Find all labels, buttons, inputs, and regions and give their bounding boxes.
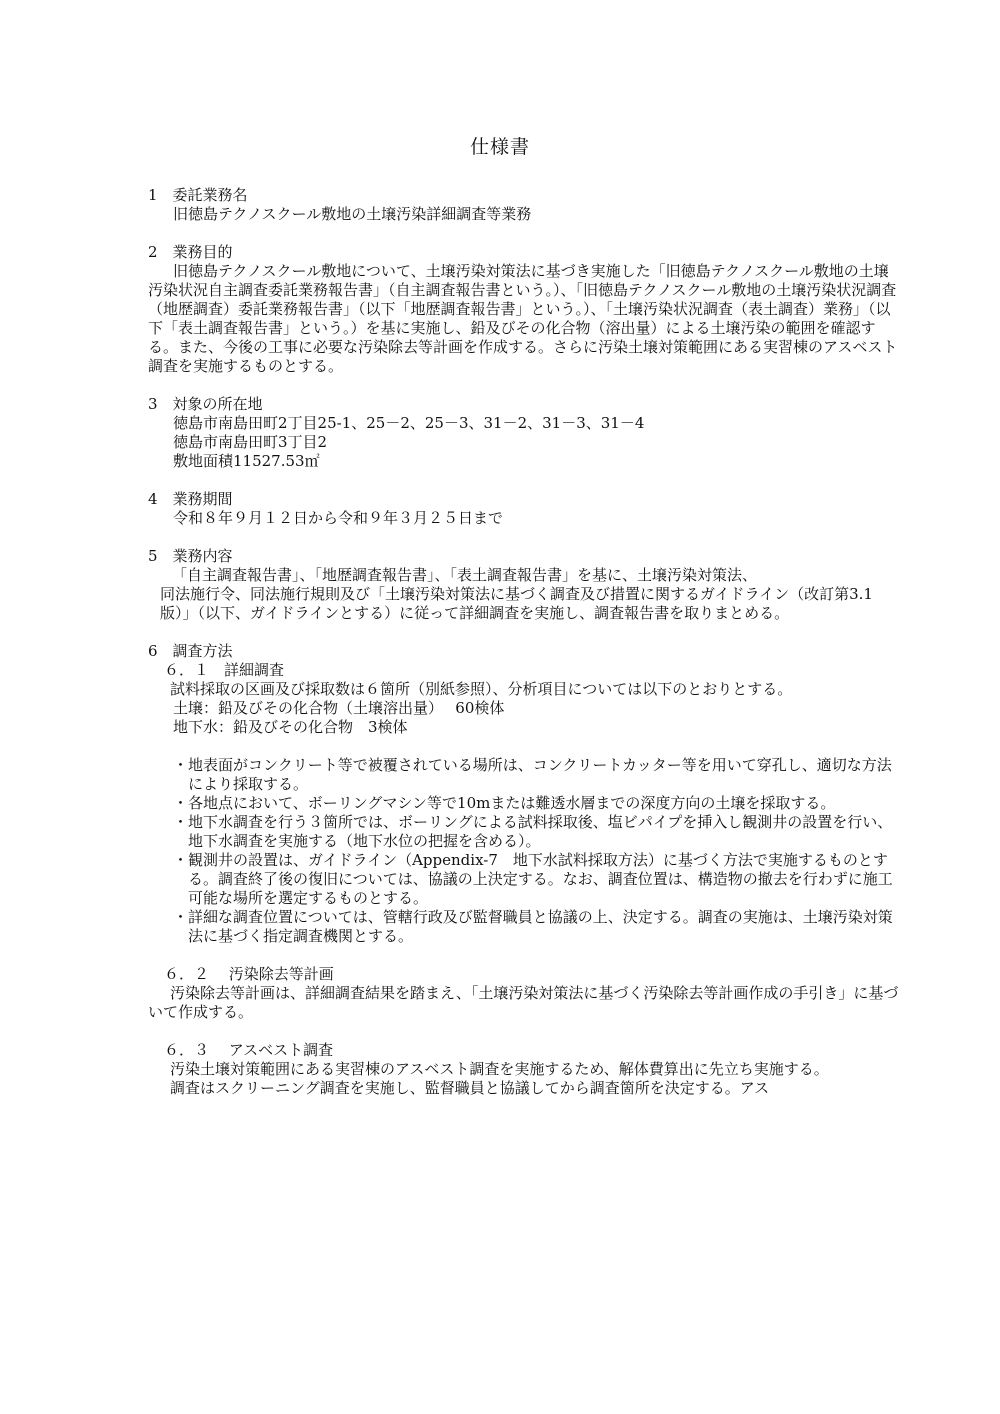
section-6-heading: 6 調査方法	[148, 642, 233, 660]
section-5-body-first: 「自主調査報告書」、「地歴調査報告書」、「表土調査報告書」を基に、土壌汚染対策法、	[172, 566, 758, 584]
subsection-6-3-body-1: 汚染土壌対策範囲にある実習棟のアスベスト調査を実施するため、解体費算出に先立ち実施する。	[170, 1060, 829, 1078]
list-item-text: 各地点において、ボーリングマシン等で10mまたは難透水層までの深度方向の土壌を採取する。	[188, 794, 836, 812]
document-body	[148, 186, 900, 1098]
section-1-heading: 1 委託業務名	[148, 186, 248, 204]
section-6	[148, 642, 900, 1098]
list-item-text: 地表面がコンクリート等で被覆されている場所は、コンクリートカッター等を用いて穿孔し、適切な方法により採取する。	[188, 756, 892, 793]
list-item-text: 地下水調査を行う３箇所では、ボーリングによる試料採取後、塩ビパイプを挿入し観測井の設置を行い、地下水調査を実施する（地下水位の把握を含める）。	[188, 813, 893, 850]
list-item	[148, 908, 900, 946]
method-bullet-list	[148, 756, 900, 946]
bullet-mark: ・	[173, 851, 189, 869]
section-5-heading: 5 業務内容	[148, 547, 233, 565]
subsection-6-1-body: 試料採取の区画及び採取数は６箇所（別紙参照）、分析項目については以下のとおりとする。	[170, 680, 793, 698]
section-4-body: 令和８年９月１２日から令和９年３月２５日まで	[173, 509, 504, 527]
analysis-item-soil: 土壌：鉛及びその化合物（土壌溶出量） 60検体	[173, 699, 505, 717]
section-1	[148, 186, 900, 224]
section-5-body-rest: 同法施行令、同法施行規則及び「土壌汚染対策法に基づく調査及び措置に関するガイドライン（改訂第3.1版）」（以下、ガイドラインとする）に従って詳細調査を実施し、調査報告書を取りまとめる。	[160, 585, 873, 622]
subsection-6-3-body-2: 調査はスクリーニング調査を実施し、監督職員と協議してから調査箇所を決定する。アス	[170, 1079, 770, 1097]
section-3	[148, 395, 900, 471]
list-item-text: 観測井の設置は、ガイドライン（Appendix-7 地下水試料採取方法）に基づく方法で実施するものとする。調査終了後の復旧については、協議の上決定する。なお、調査位置は、構造物の撤去を行わずに施工可能な場所を選定するものとする。	[188, 851, 893, 907]
subsection-6-3-heading: ６．３ アスベスト調査	[164, 1041, 334, 1059]
section-3-heading: 3 対象の所在地	[148, 395, 263, 413]
list-item	[148, 794, 900, 813]
list-item	[148, 756, 900, 794]
document-title: 仕様書	[469, 136, 530, 158]
section-4	[148, 490, 900, 528]
section-4-heading: 4 業務期間	[148, 490, 233, 508]
bullet-mark: ・	[173, 908, 189, 926]
subsection-6-2-heading: ６．２ 汚染除去等計画	[164, 965, 334, 983]
section-5	[148, 547, 900, 623]
section-5-body	[148, 566, 900, 623]
section-2-heading: 2 業務目的	[148, 243, 233, 261]
section-1-body: 旧徳島テクノスクール敷地の土壌汚染詳細調査等業務	[173, 205, 532, 223]
address-line-1: 徳島市南島田町2丁目25-1、25－2、25－3、31－2、31－3、31－4	[173, 414, 645, 432]
section-2	[148, 243, 900, 376]
section-2-body: 旧徳島テクノスクール敷地について、土壌汚染対策法に基づき実施した「旧徳島テクノスクール敷地の土壌汚染状況自主調査委託業務報告書」（自主調査報告書という。）、「旧徳島テクノスクール敷地の土壌汚染状況調査（地歴調査）委託業務報告書」（以下「地歴調査報告書」という。）、「土壌汚染状況調査（表土調査）業務」（以下「表土調査報告書」という。）を基に実施し、鉛及びその化合物（溶出量）による土壌汚染の範囲を確認する。また、今後の工事に必要な汚染除去等計画を作成する。さらに汚染土壌対策範囲にある実習棟のアスベスト調査を実施するものとする。	[148, 262, 898, 375]
bullet-mark: ・	[173, 794, 189, 812]
bullet-mark: ・	[173, 756, 189, 774]
bullet-mark: ・	[173, 813, 189, 831]
address-line-2: 徳島市南島田町3丁目2	[173, 433, 328, 451]
list-item	[148, 851, 900, 908]
list-item	[148, 813, 900, 851]
site-area: 敷地面積11527.53㎡	[173, 452, 320, 470]
subsection-6-2-body: 汚染除去等計画は、詳細調査結果を踏まえ、「土壌汚染対策法に基づく汚染除去等計画作成の手引き」に基づいて作成する。	[148, 984, 899, 1021]
list-item-text: 詳細な調査位置については、管轄行政及び監督職員と協議の上、決定する。調査の実施は、土壌汚染対策法に基づく指定調査機関とする。	[188, 908, 893, 945]
subsection-6-1-heading: ６．１ 詳細調査	[164, 661, 285, 679]
analysis-item-groundwater: 地下水：鉛及びその化合物 3検体	[173, 718, 408, 736]
